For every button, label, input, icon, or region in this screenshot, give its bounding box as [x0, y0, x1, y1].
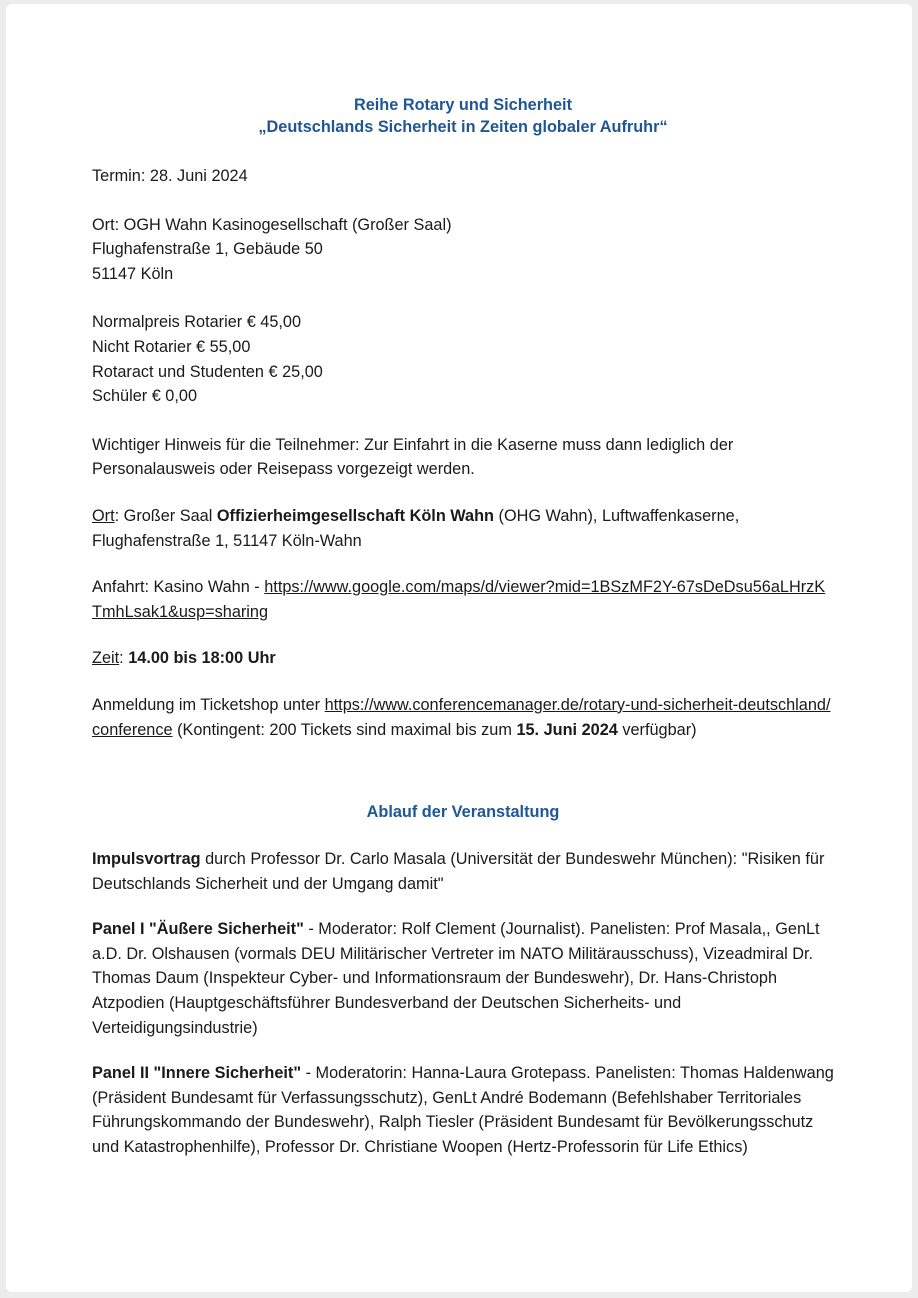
program-heading: Ablauf der Veranstaltung	[366, 803, 560, 822]
price-non-rotarian: Nicht Rotarier € 55,00	[92, 337, 251, 356]
panel-1-label: Panel I "Äußere Sicherheit"	[92, 920, 304, 939]
page-title-line-2: „Deutschlands Sicherheit in Zeiten globaler Aufruhr“	[258, 118, 668, 136]
directions-line	[92, 575, 834, 624]
panel-2-entry	[92, 1061, 834, 1159]
price-rotaract-students: Rotaract und Studenten € 25,00	[92, 362, 323, 381]
directions-prefix: Anfahrt: Kasino Wahn -	[92, 578, 265, 597]
panel-1-text: - Moderator: Rolf Clement (Journalist). Panelisten: Prof Masala,, GenLt a.D. Dr. Olshausen (vormals DEU Militärischer Vertreter im NATO Militärausschuss), Vizeadmiral Dr. Thomas Daum (Inspekteur Cyber- und Informationsraum der Bundeswehr), Dr. Hans-Christoph Atzpodien (Hauptgeschäftsführer Bundesverband der Deutschen Sicherheits- und Verteidigungsindustrie)	[92, 920, 820, 1037]
spacer	[92, 286, 834, 310]
location-name: Offizierheimgesellschaft Köln Wahn	[216, 506, 494, 525]
spacer	[92, 671, 834, 693]
spacer	[92, 1040, 834, 1061]
page-title-line-1: Reihe Rotary und Sicherheit	[353, 96, 573, 114]
registration-middle: (Kontingent: 200 Tickets sind maximal bis zum	[172, 720, 517, 739]
time-value: 14.00 bis 18:00 Uhr	[123, 649, 276, 668]
google-maps-link[interactable]: https://www.google.com/maps/d/viewer?mid=1BSzMF2Y-67sDeDsu56aLHrzKTmhLsak1&usp=sharing	[92, 578, 826, 621]
time-label: Zeit	[92, 649, 120, 668]
venue-line-3: 51147 Köln	[92, 264, 174, 283]
event-date: Termin: 28. Juni 2024	[92, 167, 248, 185]
keynote-text: durch Professor Dr. Carlo Masala (Universität der Bundeswehr München): "Risiken für Deutschlands Sicherheit und der Umgang damit"	[92, 850, 825, 893]
location-prefix-text: Großer Saal	[119, 506, 217, 525]
registration-info	[92, 693, 834, 742]
location-label-suffix: :	[114, 506, 120, 525]
page-title	[92, 4, 834, 138]
spacer	[92, 553, 834, 575]
spacer	[92, 409, 834, 433]
venue-line-1: Ort: OGH Wahn Kasinogesellschaft (Großer Saal)	[92, 215, 452, 234]
registration-deadline: 15. Juni 2024	[516, 720, 618, 739]
price-list	[92, 310, 834, 408]
price-normal-rotarian: Normalpreis Rotarier € 45,00	[92, 313, 302, 332]
location-suffix-text: (OHG Wahn), Luftwaffenkaserne, Flughafenstraße 1, 51147 Köln-Wahn	[92, 506, 740, 550]
participant-notice: Wichtiger Hinweis für die Teilnehmer: Zur Einfahrt in die Kaserne muss dann lediglich der Personalausweis oder Reisepass vorgezeigt werden.	[92, 435, 734, 479]
registration-prefix: Anmeldung im Ticketshop unter	[92, 695, 325, 714]
registration-suffix: verfügbar)	[617, 720, 697, 739]
time-label-suffix: :	[119, 649, 124, 668]
location-details	[92, 504, 834, 553]
ticketshop-link[interactable]: https://www.conferencemanager.de/rotary-und-sicherheit-deutschland/conference	[92, 695, 831, 739]
panel-1-entry	[92, 917, 834, 1040]
price-pupils: Schüler € 0,00	[92, 387, 197, 406]
keynote-entry	[92, 847, 834, 896]
panel-2-label: Panel II "Innere Sicherheit"	[92, 1064, 302, 1083]
spacer	[92, 624, 834, 646]
keynote-label: Impulsvortrag	[92, 850, 201, 869]
spacer	[92, 823, 834, 847]
spacer	[92, 482, 834, 504]
venue-line-2: Flughafenstraße 1, Gebäude 50	[92, 240, 323, 259]
spacer	[92, 138, 834, 164]
document-content	[92, 4, 834, 1160]
event-time	[92, 646, 834, 671]
spacer	[92, 896, 834, 917]
location-label: Ort	[92, 506, 115, 525]
spacer	[92, 189, 834, 213]
document-page	[6, 4, 912, 1292]
venue-address	[92, 213, 834, 287]
panel-2-text: - Moderatorin: Hanna-Laura Grotepass. Panelisten: Thomas Haldenwang (Präsident Bundesamt für Verfassungsschutz), GenLt André Bodemann (Befehlshaber Territoriales Führungskommando der Bundeswehr), Ralph Tiesler (Präsident Bundesamt für Bevölkerungsschutz und Katastrophenhilfe), Professor Dr. Christiane Woopen (Hertz-Professorin für Life Ethics)	[92, 1064, 834, 1157]
